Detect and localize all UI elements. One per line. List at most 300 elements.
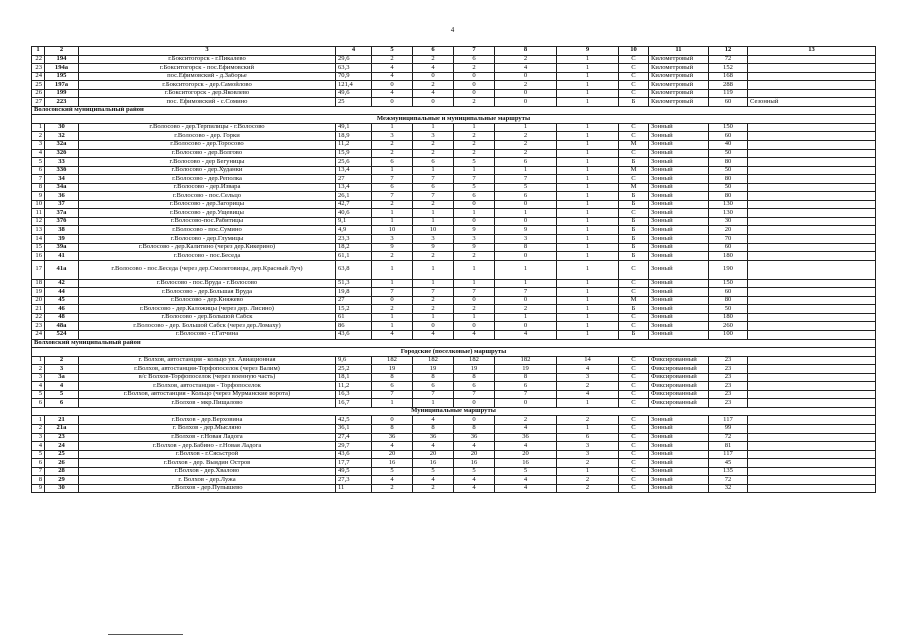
cell-col-3: г.Волосово - дер Бегуницы <box>79 158 336 167</box>
cell-col-2: 3 <box>45 365 79 374</box>
cell-col-2: 48а <box>45 322 79 331</box>
table-row <box>32 365 876 374</box>
cell-col-5: 3 <box>372 132 413 141</box>
cell-col-9: 1 <box>557 183 619 192</box>
cell-col-1: 4 <box>32 382 45 391</box>
section-row <box>32 106 876 115</box>
cell-col-9: 2 <box>557 459 619 468</box>
cell-col-3: г.Волосово - пос.Сумино <box>79 226 336 235</box>
cell-col-1: 1 <box>32 356 45 365</box>
cell-col-3: г.Волхов, автостанция-Торфопоселок (через Валим) <box>79 365 336 374</box>
cell-col-2: 34а <box>45 183 79 192</box>
cell-col-8: 2 <box>495 132 557 141</box>
cell-col-10: М <box>619 166 649 175</box>
cell-col-12: 23 <box>709 382 748 391</box>
cell-col-9: 1 <box>557 209 619 218</box>
cell-col-1: 4 <box>32 149 45 158</box>
cell-col-5: 1 <box>372 123 413 132</box>
cell-col-6: 1 <box>413 260 454 279</box>
cell-col-1: 7 <box>32 467 45 476</box>
cell-col-9: 4 <box>557 365 619 374</box>
cell-col-3: г.Волосово - пос.Беседа <box>79 252 336 261</box>
route-group-heading: Городские (поселковые) маршруты <box>32 348 876 357</box>
cell-col-13 <box>748 313 876 322</box>
cell-col-6: 2 <box>413 252 454 261</box>
cell-col-12: 135 <box>709 467 748 476</box>
cell-col-13 <box>748 442 876 451</box>
cell-col-2: 26 <box>45 459 79 468</box>
cell-col-7: 1 <box>454 166 495 175</box>
cell-col-13 <box>748 72 876 81</box>
cell-col-5: 6 <box>372 158 413 167</box>
cell-col-3: г.Волосово-пос.Рабитицы <box>79 217 336 226</box>
cell-col-10: С <box>619 365 649 374</box>
cell-col-3: г.Волосово - дер.Ущевицы <box>79 209 336 218</box>
cell-col-3: г.Волосово - дер.Волгово <box>79 149 336 158</box>
cell-col-6: 4 <box>413 442 454 451</box>
cell-col-4: 25,2 <box>336 365 372 374</box>
header-cell-2: 2 <box>45 47 79 56</box>
table-row <box>32 217 876 226</box>
cell-col-4: 29,6 <box>336 55 372 64</box>
cell-col-13 <box>748 322 876 331</box>
cell-col-12: 168 <box>709 72 748 81</box>
cell-col-4: 27,4 <box>336 433 372 442</box>
cell-col-2: 524 <box>45 330 79 339</box>
table-row <box>32 209 876 218</box>
cell-col-12: 72 <box>709 476 748 485</box>
cell-col-13 <box>748 416 876 425</box>
cell-col-8: 8 <box>495 243 557 252</box>
cell-col-11: Зонный <box>649 484 709 493</box>
cell-col-2: 33 <box>45 158 79 167</box>
cell-col-8: 7 <box>495 175 557 184</box>
cell-col-1: 3 <box>32 373 45 382</box>
cell-col-8: 0 <box>495 322 557 331</box>
cell-col-10: С <box>619 356 649 365</box>
cell-col-3: г.Волосово - дер.Большая Вруда <box>79 288 336 297</box>
cell-col-5: 0 <box>372 296 413 305</box>
cell-col-6: 6 <box>413 158 454 167</box>
cell-col-8: 7 <box>495 390 557 399</box>
cell-col-9: 1 <box>557 141 619 150</box>
cell-col-4: 42,7 <box>336 200 372 209</box>
cell-col-13 <box>748 296 876 305</box>
cell-col-12: 130 <box>709 209 748 218</box>
cell-col-2: 5 <box>45 390 79 399</box>
cell-col-2: 23 <box>45 433 79 442</box>
cell-col-10: С <box>619 450 649 459</box>
table-row <box>32 424 876 433</box>
table-row <box>32 200 876 209</box>
cell-col-10: Б <box>619 252 649 261</box>
cell-col-1: 24 <box>32 330 45 339</box>
cell-col-4: 61,1 <box>336 252 372 261</box>
cell-col-8: 19 <box>495 365 557 374</box>
cell-col-1: 8 <box>32 183 45 192</box>
cell-col-3: г.Бокситогорск - пос.Ефимовский <box>79 64 336 73</box>
cell-col-3: г.Волосово - пос.Беседа (через дер.Смолеговицы, дер.Красный Луч) <box>79 260 336 279</box>
cell-col-3: г.Волосово - дер. Горки <box>79 132 336 141</box>
cell-col-8: 7 <box>495 288 557 297</box>
cell-col-10: М <box>619 296 649 305</box>
cell-col-10: С <box>619 476 649 485</box>
header-cell-5: 5 <box>372 47 413 56</box>
cell-col-7: 2 <box>454 98 495 107</box>
cell-col-8: 0 <box>495 296 557 305</box>
cell-col-7: 9 <box>454 243 495 252</box>
cell-col-5: 8 <box>372 373 413 382</box>
cell-col-10: С <box>619 132 649 141</box>
cell-col-5: 7 <box>372 192 413 201</box>
cell-col-5: 2 <box>372 305 413 314</box>
cell-col-9: 3 <box>557 442 619 451</box>
cell-col-4: 49,6 <box>336 89 372 98</box>
cell-col-8: 2 <box>495 149 557 158</box>
cell-col-6: 8 <box>413 424 454 433</box>
cell-col-9: 1 <box>557 322 619 331</box>
cell-col-11: Зонный <box>649 200 709 209</box>
cell-col-13 <box>748 158 876 167</box>
cell-col-13 <box>748 200 876 209</box>
cell-col-9: 1 <box>557 81 619 90</box>
route-group-heading: Межмуниципальные и муниципальные маршруты <box>32 115 876 124</box>
cell-col-9: 1 <box>557 330 619 339</box>
table-row <box>32 192 876 201</box>
cell-col-6: 0 <box>413 322 454 331</box>
cell-col-11: Фиксированный <box>649 390 709 399</box>
cell-col-11: Зонный <box>649 450 709 459</box>
cell-col-3: г.Волосово - дер.Торосово <box>79 141 336 150</box>
cell-col-8: 2 <box>495 305 557 314</box>
cell-col-11: Фиксированный <box>649 373 709 382</box>
cell-col-3: г.Волосово - дер.Княжево <box>79 296 336 305</box>
cell-col-6: 7 <box>413 390 454 399</box>
cell-col-12: 150 <box>709 279 748 288</box>
cell-col-4: 18,9 <box>336 132 372 141</box>
cell-col-11: Зонный <box>649 322 709 331</box>
cell-col-7: 4 <box>454 330 495 339</box>
cell-col-10: С <box>619 322 649 331</box>
cell-col-12: 50 <box>709 183 748 192</box>
cell-col-10: Б <box>619 158 649 167</box>
subsection-row <box>32 407 876 416</box>
cell-col-10: С <box>619 484 649 493</box>
cell-col-8: 6 <box>495 158 557 167</box>
cell-col-10: С <box>619 373 649 382</box>
cell-col-12: 23 <box>709 399 748 408</box>
cell-col-1: 19 <box>32 288 45 297</box>
cell-col-2: 44 <box>45 288 79 297</box>
cell-col-2: 41 <box>45 252 79 261</box>
cell-col-6: 1 <box>413 399 454 408</box>
cell-col-13 <box>748 226 876 235</box>
cell-col-11: Зонный <box>649 467 709 476</box>
table-row <box>32 149 876 158</box>
cell-col-8: 0 <box>495 217 557 226</box>
cell-col-4: 40,6 <box>336 209 372 218</box>
cell-col-8: 5 <box>495 183 557 192</box>
cell-col-9: 1 <box>557 279 619 288</box>
cell-col-7: 2 <box>454 149 495 158</box>
cell-col-13 <box>748 365 876 374</box>
cell-col-2: 45 <box>45 296 79 305</box>
cell-col-1: 5 <box>32 450 45 459</box>
cell-col-11: Зонный <box>649 243 709 252</box>
cell-col-6: 2 <box>413 149 454 158</box>
cell-col-1: 10 <box>32 200 45 209</box>
cell-col-3: г.Волосово - дер. Большой Сабск (через дер.Ломаху) <box>79 322 336 331</box>
cell-col-3: г.Волхов - дер.Бабино - г.Новая Ладога <box>79 442 336 451</box>
cell-col-13 <box>748 484 876 493</box>
cell-col-11: Зонный <box>649 279 709 288</box>
cell-col-13 <box>748 243 876 252</box>
cell-col-6: 1 <box>413 166 454 175</box>
cell-col-2: 33б <box>45 166 79 175</box>
cell-col-12: 190 <box>709 260 748 279</box>
cell-col-5: 1 <box>372 313 413 322</box>
cell-col-7: 5 <box>454 467 495 476</box>
cell-col-5: 20 <box>372 450 413 459</box>
cell-col-5: 4 <box>372 72 413 81</box>
cell-col-5: 4 <box>372 442 413 451</box>
cell-col-1: 22 <box>32 55 45 64</box>
cell-col-12: 80 <box>709 192 748 201</box>
cell-col-8: 2 <box>495 141 557 150</box>
cell-col-1: 8 <box>32 476 45 485</box>
cell-col-9: 1 <box>557 200 619 209</box>
cell-col-10: Б <box>619 330 649 339</box>
cell-col-7: 7 <box>454 390 495 399</box>
cell-col-13 <box>748 235 876 244</box>
cell-col-13 <box>748 183 876 192</box>
cell-col-10: Б <box>619 243 649 252</box>
cell-col-3: г.Волосово - дер.Извара <box>79 183 336 192</box>
header-cell-9: 9 <box>557 47 619 56</box>
cell-col-2: 32 <box>45 132 79 141</box>
cell-col-3: г.Волхов, автостанция - Кольцо (через Мурманские ворота) <box>79 390 336 399</box>
cell-col-1: 3 <box>32 433 45 442</box>
cell-col-2: 29 <box>45 476 79 485</box>
cell-col-7: 3 <box>454 235 495 244</box>
cell-col-6: 7 <box>413 175 454 184</box>
cell-col-7: 1 <box>454 279 495 288</box>
cell-col-3: г.Волхов - г.Новая Ладога <box>79 433 336 442</box>
table-row <box>32 330 876 339</box>
cell-col-13 <box>748 64 876 73</box>
cell-col-13 <box>748 141 876 150</box>
table-row <box>32 252 876 261</box>
cell-col-8: 6 <box>495 382 557 391</box>
cell-col-5: 7 <box>372 288 413 297</box>
cell-col-3: г. Волхов - дер.Лужа <box>79 476 336 485</box>
cell-col-12: 99 <box>709 424 748 433</box>
cell-col-2: 199 <box>45 89 79 98</box>
cell-col-2: 194а <box>45 64 79 73</box>
cell-col-8: 0 <box>495 72 557 81</box>
cell-col-5: 1 <box>372 260 413 279</box>
cell-col-2: 39а <box>45 243 79 252</box>
cell-col-7: 8 <box>454 424 495 433</box>
cell-col-7: 16 <box>454 459 495 468</box>
cell-col-3: г.Волосово - пос.Сельцо <box>79 192 336 201</box>
cell-col-2: 32а <box>45 141 79 150</box>
cell-col-2: 197а <box>45 81 79 90</box>
cell-col-11: Зонный <box>649 209 709 218</box>
cell-col-8: 2 <box>495 416 557 425</box>
cell-col-12: 81 <box>709 442 748 451</box>
cell-col-13 <box>748 209 876 218</box>
table-row <box>32 313 876 322</box>
cell-col-13 <box>748 149 876 158</box>
cell-col-12: 20 <box>709 226 748 235</box>
cell-col-10: Б <box>619 226 649 235</box>
district-heading: Волховский муниципальный район <box>32 339 876 348</box>
cell-col-7: 0 <box>454 296 495 305</box>
cell-col-8: 1 <box>495 123 557 132</box>
cell-col-1: 1 <box>32 416 45 425</box>
cell-col-6: 1 <box>413 279 454 288</box>
cell-col-1: 16 <box>32 252 45 261</box>
table-row <box>32 288 876 297</box>
cell-col-12: 119 <box>709 89 748 98</box>
cell-col-8: 16 <box>495 459 557 468</box>
district-heading: Волосовский муниципальный район <box>32 106 876 115</box>
cell-col-7: 6 <box>454 382 495 391</box>
cell-col-12: 117 <box>709 450 748 459</box>
cell-col-2: 37 <box>45 200 79 209</box>
header-row <box>32 47 876 56</box>
cell-col-1: 22 <box>32 313 45 322</box>
cell-col-3: г. Волхов - дер.Мысляно <box>79 424 336 433</box>
cell-col-8: 20 <box>495 450 557 459</box>
cell-col-6: 7 <box>413 288 454 297</box>
cell-col-4: 27,3 <box>336 476 372 485</box>
cell-col-1: 2 <box>32 365 45 374</box>
cell-col-10: С <box>619 399 649 408</box>
cell-col-9: 1 <box>557 288 619 297</box>
cell-col-8: 6 <box>495 192 557 201</box>
cell-col-2: 30 <box>45 484 79 493</box>
cell-col-11: Зонный <box>649 166 709 175</box>
cell-col-10: С <box>619 382 649 391</box>
cell-col-7: 9 <box>454 226 495 235</box>
cell-col-7: 1 <box>454 123 495 132</box>
cell-col-1: 24 <box>32 72 45 81</box>
cell-col-5: 1 <box>372 209 413 218</box>
cell-col-5: 5 <box>372 467 413 476</box>
cell-col-3: г.Волосово - дер.Терпилицы - г.Волосово <box>79 123 336 132</box>
cell-col-13 <box>748 330 876 339</box>
cell-col-9: 1 <box>557 424 619 433</box>
cell-col-10: С <box>619 279 649 288</box>
cell-col-12: 40 <box>709 141 748 150</box>
cell-col-13 <box>748 424 876 433</box>
cell-col-5: 9 <box>372 243 413 252</box>
cell-col-7: 4 <box>454 484 495 493</box>
cell-col-9: 1 <box>557 175 619 184</box>
subsection-row <box>32 115 876 124</box>
cell-col-9: 1 <box>557 64 619 73</box>
table-row <box>32 390 876 399</box>
cell-col-13 <box>748 192 876 201</box>
cell-col-7: 2 <box>454 252 495 261</box>
cell-col-1: 4 <box>32 442 45 451</box>
cell-col-6: 4 <box>413 416 454 425</box>
cell-col-3: г.Волосово - дер.Каложицы (через дер. Лисино) <box>79 305 336 314</box>
cell-col-9: 2 <box>557 382 619 391</box>
cell-col-13 <box>748 123 876 132</box>
cell-col-3: г.Волхов, автостанция - Торфопоселок <box>79 382 336 391</box>
cell-col-1: 23 <box>32 322 45 331</box>
cell-col-12: 60 <box>709 288 748 297</box>
cell-col-12: 150 <box>709 123 748 132</box>
cell-col-8: 0 <box>495 252 557 261</box>
cell-col-6: 182 <box>413 356 454 365</box>
table-row <box>32 373 876 382</box>
cell-col-12: 23 <box>709 356 748 365</box>
cell-col-4: 13,4 <box>336 183 372 192</box>
cell-col-6: 2 <box>413 81 454 90</box>
cell-col-4: 29,7 <box>336 442 372 451</box>
section-row <box>32 339 876 348</box>
cell-col-13 <box>748 132 876 141</box>
cell-col-6: 9 <box>413 243 454 252</box>
route-group-heading: Муниципальные маршруты <box>32 407 876 416</box>
cell-col-6: 2 <box>413 141 454 150</box>
table-row <box>32 279 876 288</box>
cell-col-4: 36,1 <box>336 424 372 433</box>
table-row <box>32 123 876 132</box>
cell-col-1: 13 <box>32 226 45 235</box>
cell-col-5: 0 <box>372 81 413 90</box>
cell-col-3: г.Волосово - дер.Худанки <box>79 166 336 175</box>
cell-col-3: г.Волхов - дер.Верховина <box>79 416 336 425</box>
cell-col-10: С <box>619 433 649 442</box>
cell-col-10: С <box>619 81 649 90</box>
table-row <box>32 260 876 279</box>
cell-col-4: 49,5 <box>336 467 372 476</box>
cell-col-10: С <box>619 442 649 451</box>
cell-col-9: 1 <box>557 235 619 244</box>
cell-col-4: 11 <box>336 484 372 493</box>
table-row <box>32 235 876 244</box>
cell-col-5: 1 <box>372 279 413 288</box>
table-row <box>32 296 876 305</box>
table-row <box>32 450 876 459</box>
cell-col-13 <box>748 217 876 226</box>
cell-col-9: 2 <box>557 484 619 493</box>
cell-col-4: 13,4 <box>336 166 372 175</box>
cell-col-4: 51,3 <box>336 279 372 288</box>
cell-col-7: 1 <box>454 260 495 279</box>
cell-col-4: 63,3 <box>336 64 372 73</box>
table-row <box>32 442 876 451</box>
table-row <box>32 433 876 442</box>
cell-col-5: 2 <box>372 200 413 209</box>
table-row <box>32 72 876 81</box>
cell-col-9: 1 <box>557 158 619 167</box>
cell-col-3: г.Бокситогорск - г.Пикалево <box>79 55 336 64</box>
cell-col-13 <box>748 459 876 468</box>
header-cell-7: 7 <box>454 47 495 56</box>
cell-col-9: 1 <box>557 399 619 408</box>
cell-col-1: 14 <box>32 235 45 244</box>
table-row <box>32 64 876 73</box>
cell-col-3: г.Волосово - дер.Калитино (через дер.Кикерино) <box>79 243 336 252</box>
cell-col-5: 1 <box>372 322 413 331</box>
cell-col-2: 34 <box>45 175 79 184</box>
